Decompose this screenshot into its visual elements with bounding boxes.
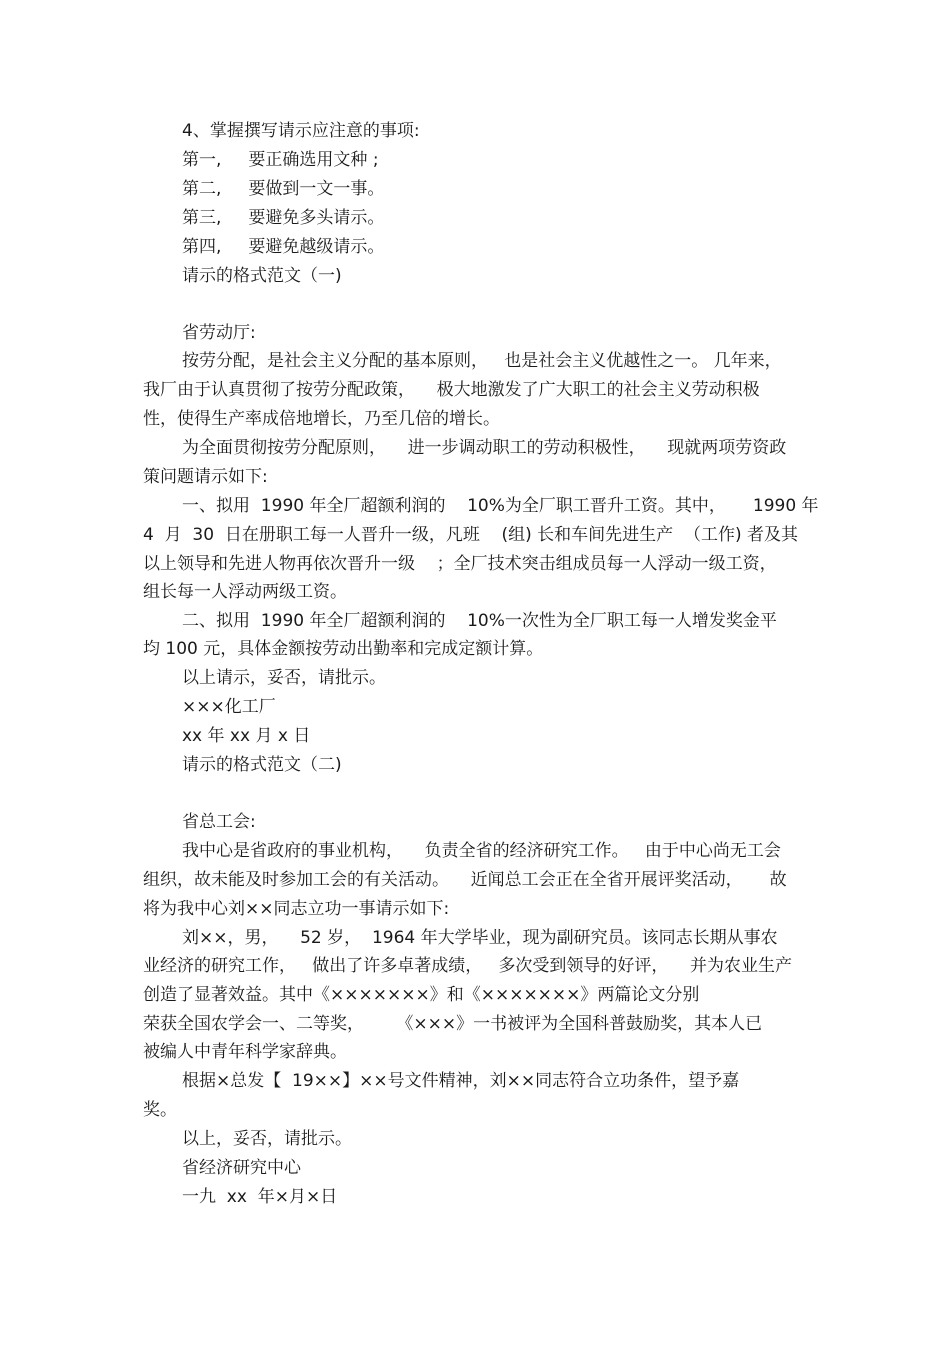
paragraph-line: 我中心是省政府的事业机构， 负责全省的经济研究工作。 由于中心尚无工会 <box>182 841 781 861</box>
paragraph-line: 按劳分配，是社会主义分配的基本原则， 也是社会主义优越性之一。 几年来， <box>182 351 782 371</box>
paragraph-line: 刘××，男， 52 岁， 1964 年大学毕业，现为副研究员。该同志长期从事农 <box>182 928 778 948</box>
recipient: 省总工会: <box>182 812 256 832</box>
signature: 省经济研究中心 <box>182 1158 301 1178</box>
list-item: 第四, 要避免越级请示。 <box>182 237 385 257</box>
date-line: 一九 xx 年×月×日 <box>182 1187 338 1207</box>
paragraph-line: 业经济的研究工作， 做出了许多卓著成绩， 多次受到领导的好评， 并为农业生产 <box>143 956 793 976</box>
paragraph-line: 均 100 元，具体金额按劳动出勤率和完成定额计算。 <box>143 639 544 659</box>
paragraph-line: 为全面贯彻按劳分配原则， 进一步调动职工的劳动积极性， 现就两项劳资政 <box>182 438 787 458</box>
paragraph-line: 二、拟用 1990 年全厂超额利润的 10%一次性为全厂职工每一人增发奖金平 <box>182 611 777 631</box>
paragraph-line: 创造了显著效益。其中《×××××××》和《×××××××》两篇论文分别 <box>143 985 700 1005</box>
closing-line: 以上请示，妥否，请批示。 <box>182 668 386 688</box>
paragraph-line: 一、拟用 1990 年全厂超额利润的 10%为全厂职工晋升工资。其中， 1990 年 <box>182 496 819 516</box>
paragraph-line: 被编人中青年科学家辞典。 <box>143 1042 347 1062</box>
paragraph-line: 以上领导和先进人物再依次晋升一级 ；全厂技术突击组成员每一人浮动一级工资， <box>143 554 777 574</box>
signature: ×××化工厂 <box>182 697 276 717</box>
paragraph-line: 组织，故未能及时参加工会的有关活动。 近闻总工会正在全省开展评奖活动， 故 <box>143 870 787 890</box>
recipient: 省劳动厅: <box>182 323 256 343</box>
paragraph-line: 奖。 <box>143 1100 177 1120</box>
paragraph-line: 性，使得生产率成倍地增长，乃至几倍的增长。 <box>143 409 500 429</box>
paragraph-line: 荣获全国农学会一、二等奖， 《×××》一书被评为全国科普鼓励奖，其本人已 <box>143 1014 763 1034</box>
list-item: 第二, 要做到一文一事。 <box>182 179 385 199</box>
paragraph-line: 根据×总发【 19××】××号文件精神，刘××同志符合立功条件，望予嘉 <box>182 1071 740 1091</box>
list-item: 第三, 要避免多头请示。 <box>182 208 385 228</box>
example-heading: 请示的格式范文（一) <box>182 266 342 286</box>
section-heading: 4、掌握撰写请示应注意的事项: <box>182 121 420 141</box>
example-heading: 请示的格式范文（二) <box>182 755 342 775</box>
date-line: xx 年 xx 月 x 日 <box>182 726 311 746</box>
paragraph-line: 我厂由于认真贯彻了按劳分配政策， 极大地激发了广大职工的社会主义劳动积极 <box>143 380 760 400</box>
list-item: 第一, 要正确选用文种 ; <box>182 150 379 170</box>
closing-line: 以上，妥否，请批示。 <box>182 1129 352 1149</box>
paragraph-line: 组长每一人浮动两级工资。 <box>143 582 347 602</box>
paragraph-line: 策问题请示如下: <box>143 467 268 487</box>
paragraph-line: 将为我中心刘××同志立功一事请示如下: <box>143 899 450 919</box>
paragraph-line: 4 月 30 日在册职工每一人晋升一级，凡班 (组) 长和车间先进生产 （工作) 者及其 <box>143 525 798 545</box>
